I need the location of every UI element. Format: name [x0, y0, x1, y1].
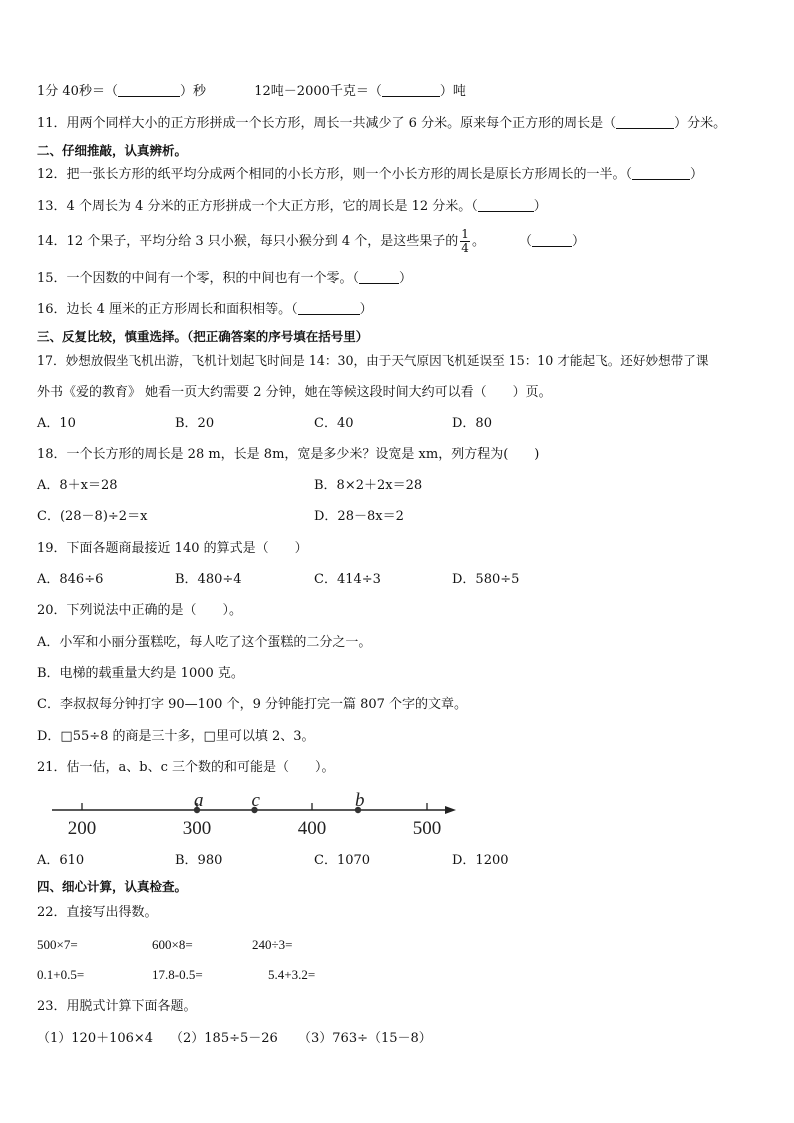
question-17-line-2: 外书《爱的教育》 她看一页大约需要 2 分钟，她在等候这段时间大约可以看（ ）页。: [37, 385, 552, 400]
q17-option-d[interactable]: D．80: [452, 416, 492, 431]
q13-text: 13．4 个周长为 4 分米的正方形拼成一个大正方形，它的周长是 12 分米。（: [37, 199, 478, 214]
q15-text: 15．一个因数的中间有一个零，积的中间也有一个零。（: [37, 271, 360, 286]
q12-suffix: ）: [690, 167, 704, 182]
q11-text: 11．用两个同样大小的正方形拼成一个长方形，周长一共减少了 6 分米。原来每个正方形的周长是（: [37, 116, 617, 131]
q16-suffix: ）: [359, 302, 373, 317]
q22-item-2: 600×8=: [152, 937, 193, 952]
q13-answer-blank[interactable]: [478, 199, 534, 212]
number-line-tick-label: 300: [182, 818, 212, 839]
q21-option-b[interactable]: B．980: [175, 853, 223, 868]
q10a-suffix: ）秒: [179, 84, 206, 99]
q23-item-2: （2）185÷5－26: [170, 1031, 278, 1046]
q12-answer-blank[interactable]: [632, 167, 690, 180]
q13-suffix: ）: [533, 199, 547, 214]
question-23: 23．用脱式计算下面各题。: [37, 999, 197, 1014]
number-line-point-label-b: b: [355, 790, 365, 811]
q15-suffix: ）: [399, 271, 413, 286]
q21-option-d[interactable]: D．1200: [452, 853, 509, 868]
q10b-answer-blank[interactable]: [382, 84, 440, 97]
q14-period: 。: [471, 234, 485, 249]
q19-option-a[interactable]: A．846÷6: [37, 572, 104, 587]
section-3-heading: 三、反复比较，慎重选择。（把正确答案的序号填在括号里）: [37, 329, 369, 344]
q10a-prefix: 1分 40秒＝（: [37, 84, 118, 99]
q14-fraction: [460, 228, 470, 255]
q15-answer-blank[interactable]: [359, 271, 399, 284]
number-line-tick-label: 200: [67, 818, 97, 839]
number-line-point-label-c: c: [251, 790, 260, 811]
q22-item-4: 0.1+0.5=: [37, 967, 85, 982]
question-19: 19．下面各题商最接近 140 的算式是（ ）: [37, 541, 308, 556]
q19-option-b[interactable]: B．480÷4: [175, 572, 242, 587]
number-line-tick-label: 400: [297, 818, 327, 839]
q11-answer-blank[interactable]: [616, 116, 674, 129]
q18-option-b[interactable]: B．8×2＋2x＝28: [314, 478, 423, 493]
q23-item-1: （1）120＋106×4: [37, 1031, 154, 1046]
q16-text: 16．边长 4 厘米的正方形周长和面积相等。（: [37, 302, 298, 317]
question-20: 20．下列说法中正确的是（ ）。: [37, 603, 243, 618]
question-14: [37, 228, 585, 256]
q14-answer-blank[interactable]: [532, 234, 572, 247]
question-13: [37, 198, 547, 216]
q10a-answer-blank[interactable]: [118, 84, 180, 97]
q17-option-a[interactable]: A．10: [37, 416, 76, 431]
question-12: [37, 166, 703, 184]
question-18: 18．一个长方形的周长是 28 m，长是 8m，宽是多少米？设宽是 xm，列方程为( ): [37, 447, 540, 462]
question-16: [37, 301, 373, 319]
question-22: 22．直接写出得数。: [37, 905, 158, 920]
question-15: [37, 270, 412, 288]
q17-option-c[interactable]: C．40: [314, 416, 354, 431]
number-line-arrow: [445, 806, 456, 814]
q18-option-c[interactable]: C．(28－8)÷2＝x: [37, 509, 148, 524]
q19-option-d[interactable]: D．580÷5: [452, 572, 520, 587]
question-21: 21．估一估，a、b、c 三个数的和可能是（ ）。: [37, 760, 335, 775]
q14-fraction-denominator: 4: [461, 241, 469, 255]
q20-option-d[interactable]: D．□55÷8 的商是三十多，□里可以填 2、3。: [37, 729, 315, 744]
q18-option-d[interactable]: D．28－8x＝2: [314, 509, 404, 524]
q20-option-c[interactable]: C．李叔叔每分钟打字 90—100 个，9 分钟能打完一篇 807 个字的文章。: [37, 697, 468, 712]
q20-option-a[interactable]: A．小军和小丽分蛋糕吃，每人吃了这个蛋糕的二分之一。: [37, 635, 372, 650]
q16-answer-blank[interactable]: [298, 302, 360, 315]
number-line-point-label-a: a: [194, 790, 204, 811]
q22-item-5: 17.8-0.5=: [152, 967, 203, 982]
question-11: [37, 115, 726, 133]
q10b-suffix: ）吨: [439, 84, 466, 99]
q11-suffix: ）分米。: [674, 116, 727, 131]
q22-item-1: 500×7=: [37, 937, 78, 952]
question-17-line-1: 17．妙想放假坐飞机出游，飞机计划起飞时间是 14：30，由于天气原因飞机延误至 15：10 才能起飞。还好妙想带了课: [37, 353, 709, 368]
q10b-prefix: 12吨－2000千克＝（: [254, 84, 382, 99]
q14-text: 14．12 个果子，平均分给 3 只小猴，每只小猴分到 4 个，是这些果子的: [37, 234, 459, 249]
q21-number-line: [40, 786, 470, 842]
section-4-heading: 四、细心计算，认真检查。: [37, 879, 188, 894]
q14-paren-close: ）: [571, 234, 585, 249]
q18-option-a[interactable]: A．8＋x＝28: [37, 478, 118, 493]
q10-fill-row: [37, 83, 466, 101]
q23-item-3: （3）763÷（15－8）: [298, 1031, 432, 1046]
q14-paren-open: （: [518, 234, 532, 249]
q22-item-3: 240÷3=: [252, 937, 293, 952]
q21-option-c[interactable]: C．1070: [314, 853, 371, 868]
q20-option-b[interactable]: B．电梯的载重量大约是 1000 克。: [37, 666, 244, 681]
q12-text: 12．把一张长方形的纸平均分成两个相同的小长方形，则一个小长方形的周长是原长方形周长的一半。（: [37, 167, 633, 182]
q14-fraction-numerator: 1: [461, 227, 469, 241]
q19-option-c[interactable]: C．414÷3: [314, 572, 381, 587]
section-2-heading: 二、仔细推敲，认真辨析。: [37, 143, 188, 158]
q22-item-6: 5.4+3.2=: [268, 967, 316, 982]
q21-option-a[interactable]: A．610: [37, 853, 85, 868]
q17-option-b[interactable]: B．20: [175, 416, 215, 431]
number-line-tick-label: 500: [412, 818, 442, 839]
